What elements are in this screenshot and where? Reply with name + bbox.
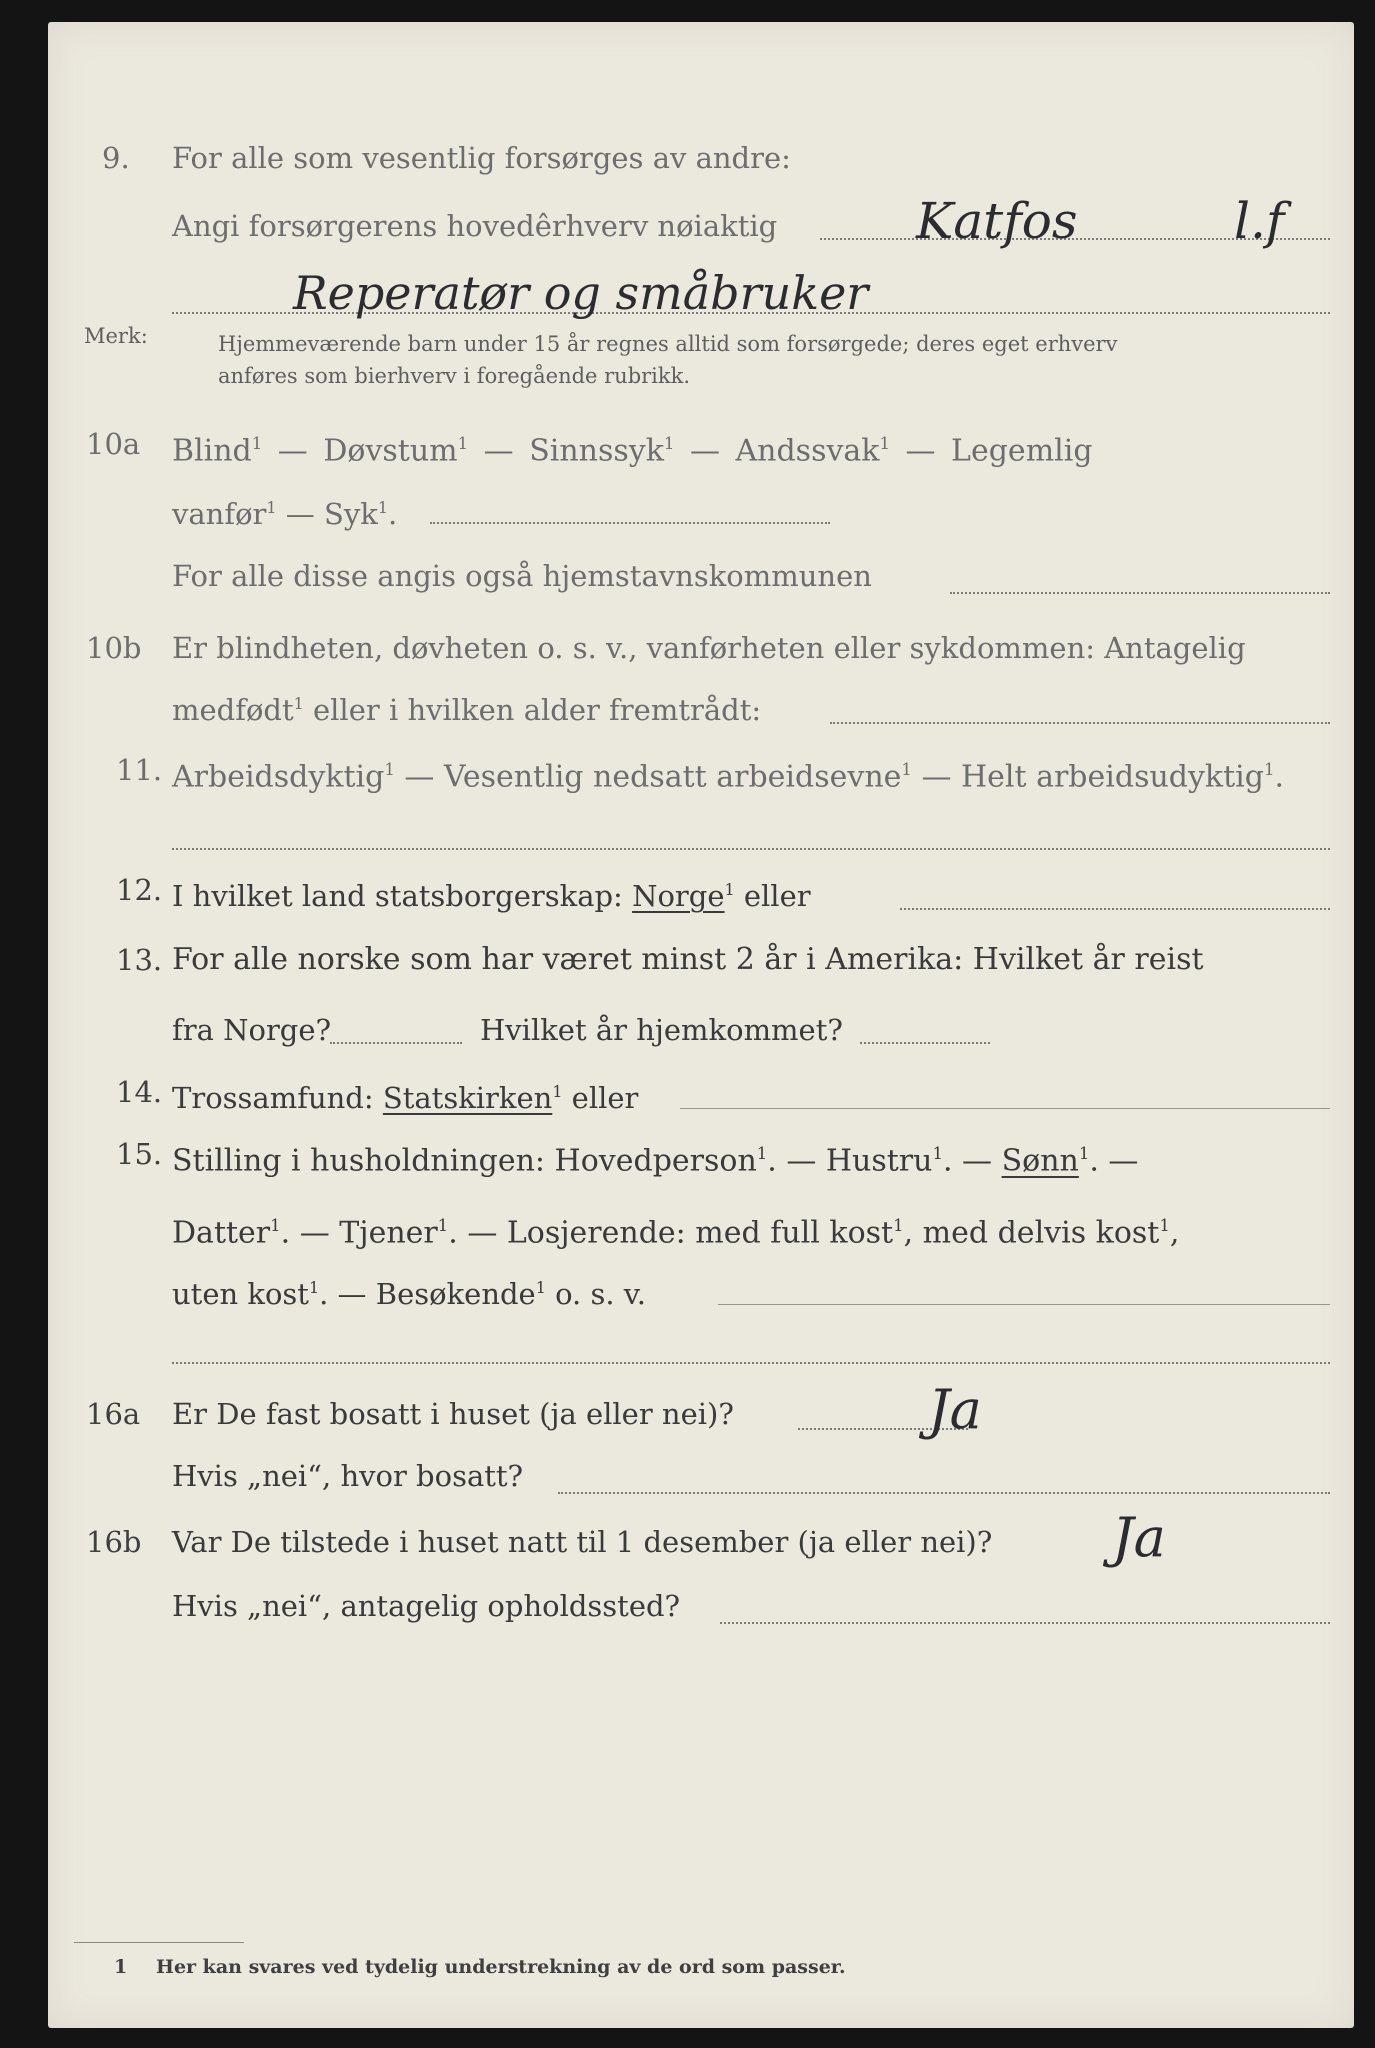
q15-line2: Datter$^1$. — Tjener$^1$. — Losjerende: med full kost$^1$, med delvis kost$^1$, bbox=[172, 1215, 1180, 1251]
q12-number: 12. bbox=[116, 873, 163, 907]
q10a-line1: Blind$^1$ — Døvstum$^1$ — Sinnssyk$^1$ — Andssvak$^1$ — Legemlig bbox=[172, 433, 1093, 469]
q13-line2a: fra Norge? bbox=[172, 1013, 332, 1047]
q16b-line1: Var De tilstede i huset natt til 1 desember (ja eller nei)? bbox=[172, 1525, 993, 1559]
merk-line1: Hjemmeværende barn under 15 år regnes alltid som forsørgede; deres eget erhverv bbox=[218, 332, 1118, 356]
q16a-dotline-2 bbox=[558, 1492, 1330, 1494]
q15-number: 15. bbox=[116, 1137, 163, 1171]
q11-number: 11. bbox=[116, 753, 163, 787]
q10b-dotline bbox=[830, 722, 1330, 724]
q13-line2b: Hvilket år hjemkommet? bbox=[480, 1013, 843, 1047]
census-form-page bbox=[48, 22, 1354, 2028]
underlined-sonn: Sønn bbox=[1001, 1143, 1079, 1179]
q16a-number: 16a bbox=[86, 1397, 141, 1431]
q10a-number: 10a bbox=[86, 427, 141, 461]
footnote-mark: 1 bbox=[114, 1956, 128, 1978]
q15-line3: uten kost$^1$. — Besøkende$^1$ o. s. v. bbox=[172, 1277, 646, 1312]
q14-line-rule bbox=[680, 1108, 1330, 1109]
q10a-dotline-2 bbox=[950, 592, 1330, 594]
q15-line-rule bbox=[718, 1304, 1330, 1305]
q16b-number: 16b bbox=[86, 1525, 142, 1559]
q16a-handwritten-answer: Ja bbox=[928, 1378, 982, 1441]
q11-dotline bbox=[172, 848, 1330, 850]
q10b-number: 10b bbox=[86, 631, 142, 665]
q10b-line1: Er blindheten, døvheten o. s. v., vanførheten eller sykdommen: Antagelig bbox=[172, 631, 1246, 665]
q9-handwritten-answer-2: Reperatør og småbruker bbox=[293, 266, 869, 320]
option-syk: — Syk bbox=[276, 497, 378, 532]
q9-number: 9. bbox=[102, 141, 130, 175]
option-blind: Blind bbox=[172, 433, 252, 469]
option-sinnssyk: — Sinnssyk bbox=[468, 433, 664, 469]
q13-dotline-2 bbox=[860, 1042, 990, 1044]
merk-label: Merk: bbox=[84, 324, 148, 348]
q10a-line2: vanfør$^1$ — Syk$^1$. bbox=[172, 497, 398, 532]
q12-line: I hvilket land statsborgerskap: Norge$^1$ eller bbox=[172, 879, 811, 914]
q16b-dotline bbox=[720, 1622, 1330, 1624]
option-dovstum: — Døvstum bbox=[262, 433, 458, 469]
q16a-line2: Hvis „nei“, hvor bosatt? bbox=[172, 1459, 524, 1493]
q16b-line2: Hvis „nei“, antagelig opholdssted? bbox=[172, 1589, 681, 1623]
q9-line1: For alle som vesentlig forsørges av andre: bbox=[172, 141, 791, 175]
q14-line: Trossamfund: Statskirken$^1$ eller bbox=[172, 1081, 639, 1116]
option-udyktig: — Helt arbeidsudyktig bbox=[911, 759, 1264, 795]
q10b-line2: medfødt$^1$ eller i hvilken alder fremtrådt: bbox=[172, 693, 762, 728]
q14-number: 14. bbox=[116, 1075, 163, 1109]
q10a-line3: For alle disse angis også hjemstavnskommunen bbox=[172, 559, 872, 593]
option-nedsatt: — Vesentlig nedsatt arbeidsevne bbox=[394, 759, 902, 795]
q9-line2: Angi forsørgerens hovedêrhverv nøiaktig bbox=[172, 209, 778, 243]
q9-handwritten-answer: Katfos bbox=[916, 192, 1078, 250]
q15-dotline bbox=[172, 1362, 1330, 1364]
q16b-handwritten-answer: Ja bbox=[1112, 1506, 1166, 1569]
q13-number: 13. bbox=[116, 943, 163, 977]
merk-line2: anføres som bierhverv i foregående rubrikk. bbox=[218, 364, 691, 388]
q11-line: Arbeidsdyktig$^1$ — Vesentlig nedsatt arbeidsevne$^1$ — Helt arbeidsudyktig$^1$. bbox=[172, 759, 1285, 795]
q13-line1: For alle norske som har været minst 2 år i Amerika: Hvilket år reist bbox=[172, 942, 1204, 977]
footnote-rule bbox=[74, 1942, 244, 1943]
underlined-norge: Norge bbox=[632, 879, 725, 914]
option-andssvak: — Andssvak bbox=[674, 433, 880, 469]
option-legemlig: — Legemlig bbox=[889, 433, 1093, 469]
q10a-dotline-1 bbox=[430, 522, 830, 524]
q13-dotline-1 bbox=[330, 1042, 462, 1044]
q15-line1: Stilling i husholdningen: Hovedperson$^1$. — Hustru$^1$. — Sønn$^1$. — bbox=[172, 1143, 1139, 1179]
q9-handwritten-answer-b: l.f bbox=[1234, 192, 1285, 250]
footnote-text: Her kan svares ved tydelig understrekning av de ord som passer. bbox=[156, 1956, 846, 1978]
underlined-statskirken: Statskirken bbox=[382, 1081, 553, 1116]
q12-dotline bbox=[900, 908, 1330, 910]
q16a-line1: Er De fast bosatt i huset (ja eller nei)? bbox=[172, 1397, 734, 1431]
option-vanfor: vanfør bbox=[172, 497, 267, 532]
option-arbeidsdyktig: Arbeidsdyktig bbox=[172, 759, 385, 795]
